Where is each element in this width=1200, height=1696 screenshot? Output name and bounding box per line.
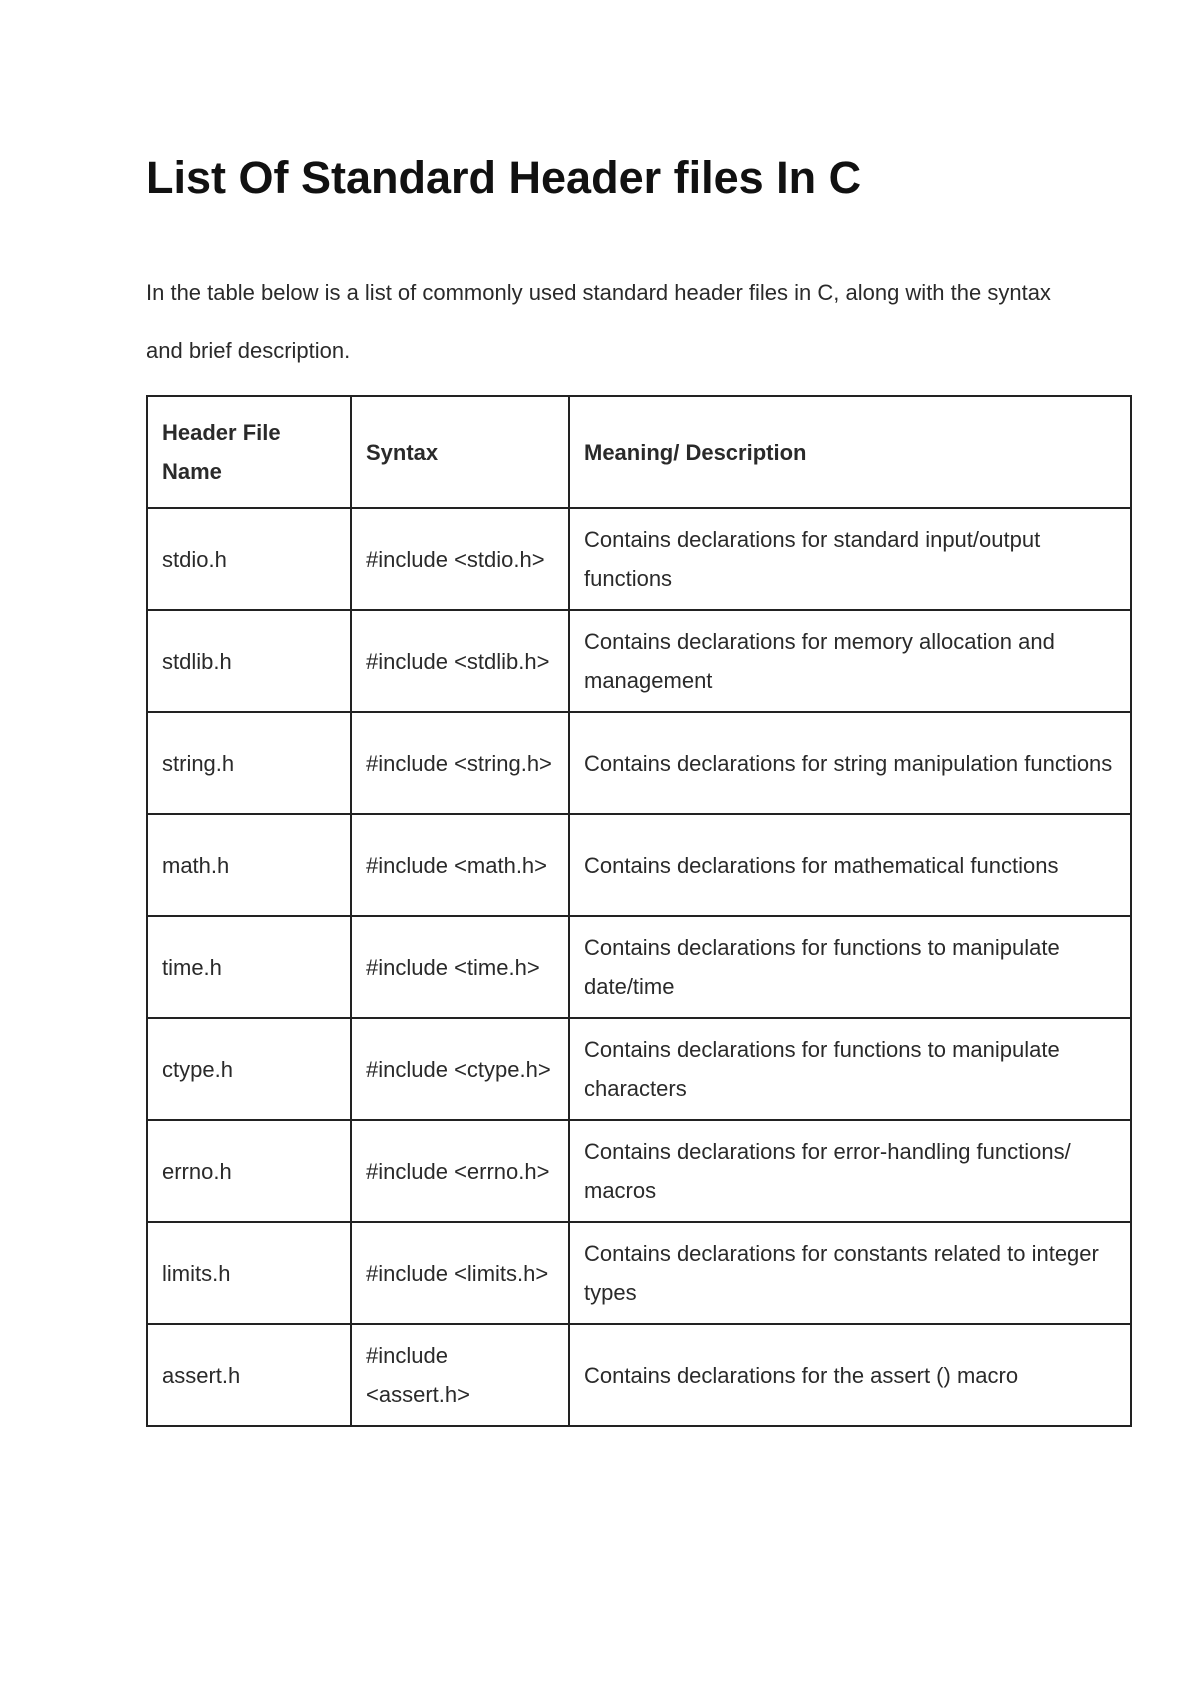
header-file-syntax: #include <errno.h> <box>351 1120 569 1222</box>
table-row <box>147 508 1131 610</box>
table-row <box>147 1018 1131 1120</box>
header-file-description: Contains declarations for standard input/output functions <box>569 508 1131 610</box>
table-row <box>147 712 1131 814</box>
header-file-description: Contains declarations for mathematical functions <box>569 814 1131 916</box>
table-row <box>147 1324 1131 1426</box>
header-file-name: math.h <box>147 814 351 916</box>
header-file-description: Contains declarations for the assert () macro <box>569 1324 1131 1426</box>
header-file-name: stdlib.h <box>147 610 351 712</box>
header-file-syntax: #include <time.h> <box>351 916 569 1018</box>
header-file-name: limits.h <box>147 1222 351 1324</box>
header-file-syntax: #include <ctype.h> <box>351 1018 569 1120</box>
header-file-description: Contains declarations for string manipulation functions <box>569 712 1131 814</box>
header-file-syntax: #include <math.h> <box>351 814 569 916</box>
header-files-table <box>146 395 1132 1427</box>
table-row <box>147 610 1131 712</box>
header-file-syntax: #include <limits.h> <box>351 1222 569 1324</box>
page-title: List Of Standard Header files In C <box>146 152 862 203</box>
column-header-syntax: Syntax <box>351 396 569 508</box>
header-file-description: Contains declarations for functions to manipulate characters <box>569 1018 1131 1120</box>
intro-paragraph: In the table below is a list of commonly used standard header files in C, along with the syntax and brief description. <box>146 280 1051 363</box>
table-row <box>147 1222 1131 1324</box>
header-file-name: errno.h <box>147 1120 351 1222</box>
header-file-description: Contains declarations for functions to manipulate date/time <box>569 916 1131 1018</box>
header-file-name: ctype.h <box>147 1018 351 1120</box>
header-file-syntax: #include <stdlib.h> <box>351 610 569 712</box>
column-header-name: Header File Name <box>147 396 351 508</box>
header-file-syntax: #include <assert.h> <box>351 1324 569 1426</box>
header-file-description: Contains declarations for error-handling functions/ macros <box>569 1120 1131 1222</box>
table-row <box>147 916 1131 1018</box>
column-header-description: Meaning/ Description <box>569 396 1131 508</box>
header-file-name: assert.h <box>147 1324 351 1426</box>
header-file-description: Contains declarations for memory allocation and management <box>569 610 1131 712</box>
header-file-syntax: #include <string.h> <box>351 712 569 814</box>
table-row <box>147 1120 1131 1222</box>
header-file-name: time.h <box>147 916 351 1018</box>
table-header-row <box>147 396 1131 508</box>
header-file-syntax: #include <stdio.h> <box>351 508 569 610</box>
header-file-description: Contains declarations for constants related to integer types <box>569 1222 1131 1324</box>
header-file-name: stdio.h <box>147 508 351 610</box>
header-file-name: string.h <box>147 712 351 814</box>
table-row <box>147 814 1131 916</box>
